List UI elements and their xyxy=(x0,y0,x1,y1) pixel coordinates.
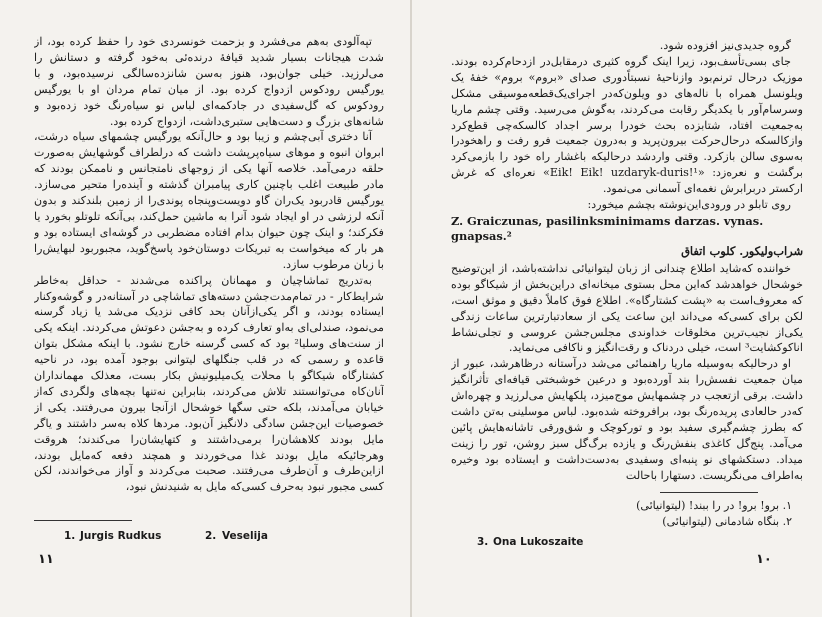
footnote-item: ۱. برو! برو! در را ببند! (لیتوانیائی) xyxy=(636,499,792,512)
body-paragraph: تپه‌آلودی به‌هم می‌فشرد و بزحمت خونسردی خود را حفظ کرده بود، از شدت هیجانات بسیار شدید قیافهٔ درنده‌ئی به‌خود گرفته و دستانش را می‌لرزید. خیلی جوان‌بود، هنوز به‌سن شانزده‌سالگی نرسیده‌بود، و با یورگیس رودکوس ازدواج کرده بود. از میان تمام مردان او با یورگیس رودکوس که گل‌سفیدی در جادکمه‌ای لباس نو سیاه‌رنگ خود زده‌بود و شانه‌های بزرگ و دست‌هایی ستبری‌داشت، ازدواج کرده بود. xyxy=(34,35,384,128)
body-paragraph: به‌تدریج تماشاچیان و مهمانان پراکنده می‌شدند - حداقل به‌خاطر شرایط‌کار - در تمام‌مدت‌جشن دسته‌های تماشاچی در آستانه‌در و گوشه‌وکنار ایستاده بودند، و اگر یکی‌ازآنان بحد کافی نزدیک می‌شد یا زیاد گرسنه می‌نمود، صندلی‌ای به‌او تعارف کرده و به‌جشن دعوتش می‌کردند. اینکه یکی از سنت‌های وسلیا² بود که کسی گرسنه خارج نشود. با اینکه مشکل بتوان قاعده و رسمی که در قلب جنگلهای لیتوانی بوجود آمده بود، در ناحیه کشتارگاه شیکاگو با محلات یک‌میلیونیش بکار بست، معذلک مهمانداران آنان‌کاه می‌توانستند تلاش می‌کردند، بنابراین نه‌تنها بچه‌های ولگردی که‌از خیابان می‌آمدند، بلکه حتی سگها خوشحال ازآنجا بیرون می‌رفتند. یکی از خصوصیات این‌جشن سادگی دلانگیز آن‌بود. مردها کلاه به‌سر داشتند و یاگر مایل بودند کلاهشان‌را برمی‌داشتند و کتهایشان‌را می‌کندند؛ هروقت وهرجائیکه مایل بودند غذا می‌خوردند و همچند دفعه که‌مایل بودند، ازاین‌طرف و آن‌طرف می‌رفتند. صحبت می‌کردند و آواز می‌خواندند، لکن کسی مجبور نبود به‌حرف کسی‌که مایل به شنیدنش نبود، xyxy=(34,273,384,494)
footnote-number: 1. xyxy=(64,530,76,542)
footnote-text: Jurgis Rudkus xyxy=(80,530,162,542)
footnote-rule xyxy=(660,492,758,493)
left-page-text xyxy=(34,34,384,512)
body-paragraph: روی تابلو در ورودی‌این‌نوشته بچشم میخورد: xyxy=(587,198,791,212)
right-page xyxy=(411,0,822,617)
footnotes-persian xyxy=(492,498,792,530)
sign-latin-text: Z. Graiczunas, pasilinksminimams darzas. vynas. gnapsas.² xyxy=(451,213,764,243)
body-paragraph: جای بسی‌تأسف‌بود، زیرا اینک گروه کثیری درمقابل‌در ازدحام‌کرده بودند. موزیک درحال ترنم‌بود وازناحیهٔ نسبتاًدوری صدای «بروم» بروم» خفهٔ یک ویلونسل همراه با ناله‌های دو ویلون‌که‌در اجرای‌یک‌قطعه‌موسیقی مشکل وسرسام‌آور با یکدیگر رقابت می‌کردند، به‌گوش می‌رسید. وقتی چشم ماریا به‌جمعیت افتاد، شتابزده بحث خودرا برسر اجداد کالسکه‌چی قطع‌کرد وازکالسکه درحال‌حرکت بیرون‌پرید و به‌درون جمعیت فرو رفت و راهخودرا به‌سوی سالن بازکرد. وقتی واردشد درحالیکه باغشار راه خود را بازمی‌کرد برگشت و نعره‌زد: «Eik! Eik! uzdaryk-duris!¹» نعره‌ای که غرش ارکستر دربرابرش نغمه‌ای آسمانی می‌نمود. xyxy=(451,54,803,196)
footnote-item: ۲. بنگاه شادمانی (لیتوانیائی) xyxy=(662,515,792,528)
footnote-text: Veselija xyxy=(222,530,268,542)
page-number: ۱۰ xyxy=(756,552,772,567)
page-number: ۱۱ xyxy=(38,552,54,567)
footnote-number: 3. xyxy=(477,536,489,548)
sign-persian-text: شراب‌ولیکور. کلوب اتفاق xyxy=(681,243,803,258)
footnote-number: 2. xyxy=(205,530,217,542)
footnote-text: Ona Lukoszaite xyxy=(493,536,584,548)
body-paragraph: خواننده که‌شاید اطلاع چندانی از زبان لیتوانیائی نداشته‌باشد، از این‌توضیح خوشحال خواهدشد که‌این محل بستوی میخانه‌ای دراین‌بخش از شیکاگو بوده که معروف‌است به «پشت کشتارگاه». اطلاع فوق کاملاً دقیق و موثق است، لکن برای کسی‌که می‌داند این ساعت یکی از سعادتبارترین ساعات زندگی یکی‌از نجیب‌ترین مخلوقات خداوندی مجلس‌جشن عروسی و تجلی‌نشاط اناکوکشایت³ است، خیلی دردناک و رقت‌انگیز و ناکافی می‌نماید. xyxy=(451,261,803,355)
body-paragraph: او درحالیکه به‌وسیله ماریا راهنمائی می‌شد درآستانه درظاهرشد، عبور از میان جمعیت نفسش‌را بند آورده‌بود و درعین خوشبختی قیافه‌ای تأثرانگیز داشت. برقی ازتعجب در چشمهایش موج‌میزد، پلکهایش می‌لرزید و چهره‌اش که‌در حالعادی پریده‌رنگ بود، برافروخته شده‌بود. لباس موسلینی به‌تن داشت که بطرز چشم‌گیری سفید بود و تورکوچک و شق‌ورقی تاشانه‌هایش پائین می‌آمد. پنج‌گل کاغذی بنفش‌رنگ و یازده برگ‌گل سبز روشن، تور را زینت میداد. دستکشهای نو پنبه‌ای وسفیدی به‌دست‌داشت و ایستاده بود وخیره به‌اطراف می‌نگریست. دستهارا باحالت xyxy=(451,357,803,482)
body-paragraph: آنا دختری آبی‌چشم و زیبا بود و حال‌آنکه یورگیس چشمهای سیاه درشت، ابروان انبوه و موهای سیاه‌پرپشت داشت که درلطراف گوشهایش به‌صورت حلقه درمی‌آمد. خلاصه آنها یکی از زوجهای نامتجانس و ناممکن بودند که مادر طبیعت اغلب باچنین کاری پیامبران گذشته و آینده‌را متحیر می‌سازد. یورگیس قادربود یک‌ران گاو دویست‌وپنجاه پوندی‌را از زمین بلندکند و بدون آنکه لرزشی در او ایجاد شود آنرا به ماشین حمل‌کند، بی‌آنکه تلوتلو بخورد یا فکرکند؛ و اینک چون حیوان بدام افتاده مضطربی در گوشه‌ای ایستاده بود و هر بار که میخواست به تبریکات دوستان‌خود پاسخ‌گوید، مجبوربود لبهایش‌را با زبان مرطوب سازد. xyxy=(34,130,384,271)
body-paragraph: گروه جدیدی‌نیز افزوده شود. xyxy=(659,39,791,52)
footnote-rule xyxy=(34,520,132,521)
right-page-text xyxy=(451,38,803,488)
